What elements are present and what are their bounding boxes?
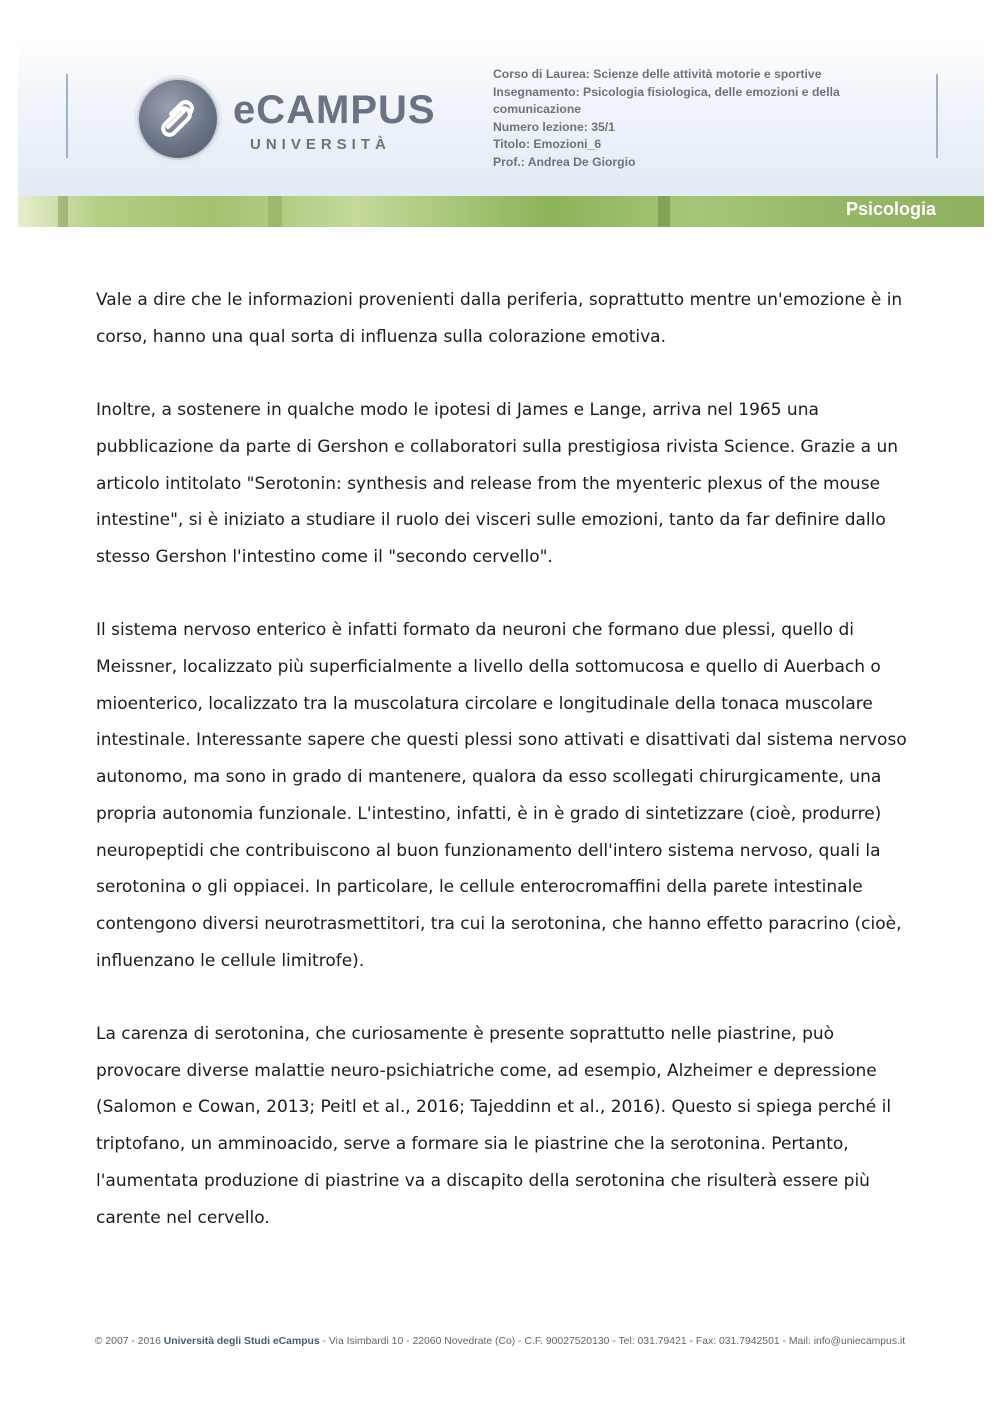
paragraph: La carenza di serotonina, che curiosamente è presente soprattutto nelle piastrine, può provocare diverse malattie neuro-psichiatriche come, ad esempio, Alzheimer e depressione (Salomon e Cowan, 2013; Peitl et al., 2016; Tajeddinn et al., 2016). Questo si spiega perché il triptofano, un amminoacido, serve a formare sia le piastrine che la serotonina. Pertanto, l'aumentata produzione di piastrine va a discapito della serotonina che risulterà essere più carente nel cervello. (96, 1024, 892, 1228)
course-info-line: Prof.: Andrea De Giorgio (493, 154, 636, 169)
logo-wordmark: eCAMPUS (233, 88, 436, 132)
header-divider-left (66, 74, 68, 158)
course-info (493, 66, 893, 171)
course-info-line: comunicazione (493, 102, 582, 116)
header-banner (18, 36, 984, 227)
footer-university: Università degli Studi eCampus (163, 1336, 320, 1347)
document-body (96, 282, 908, 1273)
footer-address: - Via Isimbardi 10 - 22060 Novedrate (Co) - C.F. 90027520130 - Tel: 031.79421 - Fax: 031.7942501 - Mail: info@uniecampus.it (319, 1336, 906, 1347)
logo-subtitle: UNIVERSITÀ (250, 136, 391, 153)
paragraph: Vale a dire che le informazioni provenienti dalla periferia, soprattutto mentre un'emozione è in corso, hanno una qual sorta di influenza sulla colorazione emotiva. (96, 290, 903, 347)
paragraph: Inoltre, a sostenere in qualche modo le ipotesi di James e Lange, arriva nel 1965 una pubblicazione da parte di Gershon e collaboratori sulla prestigiosa rivista Science. Grazie a un articolo intitolato "Serotonin: synthesis and release from the myenteric plexus of the mouse intestine", si è iniziato a studiare il ruolo dei visceri sulle emozioni, tanto da far definire dallo stesso Gershon l'intestino come il "secondo cervello". (96, 400, 898, 567)
section-band (18, 196, 984, 227)
page-footer (0, 1336, 1000, 1347)
ecampus-logo-icon (137, 78, 219, 160)
header-divider-right (936, 74, 938, 158)
course-info-line: Titolo: Emozioni_6 (493, 137, 602, 151)
footer-copyright: © 2007 - 2016 (94, 1336, 164, 1347)
course-info-line: Corso di Laurea: Scienze delle attività motorie e sportive (493, 67, 822, 81)
course-info-line: Insegnamento: Psicologia fisiologica, delle emozioni e della (493, 84, 840, 99)
course-info-line: Numero lezione: 35/1 (493, 119, 615, 134)
section-label: Psicologia (845, 199, 936, 219)
paragraph: Il sistema nervoso enterico è infatti formato da neuroni che formano due plessi, quello di Meissner, localizzato più superficialmente a livello della sottomucosa e quello di Auerbach o mioenterico, localizzato tra la muscolatura circolare e longitudinale della tonaca muscolare intestinale. Interessante sapere che questi plessi sono attivati e disattivati dal sistema nervoso autonomo, ma sono in grado di mantenere, qualora da esso scollegati chirurgicamente, una propria autonomia funzionale. L'intestino, infatti, è in è grado di sintetizzare (cioè, produrre) neuropeptidi che contribuiscono al buon funzionamento dell'intero sistema nervoso, quali la serotonina o gli oppiacei. In particolare, le cellule enterocromaffini della parete intestinale contengono diversi neurotrasmettitori, tra cui la serotonina, che hanno effetto paracrino (cioè, influenzano le cellule limitrofe). (96, 620, 907, 971)
